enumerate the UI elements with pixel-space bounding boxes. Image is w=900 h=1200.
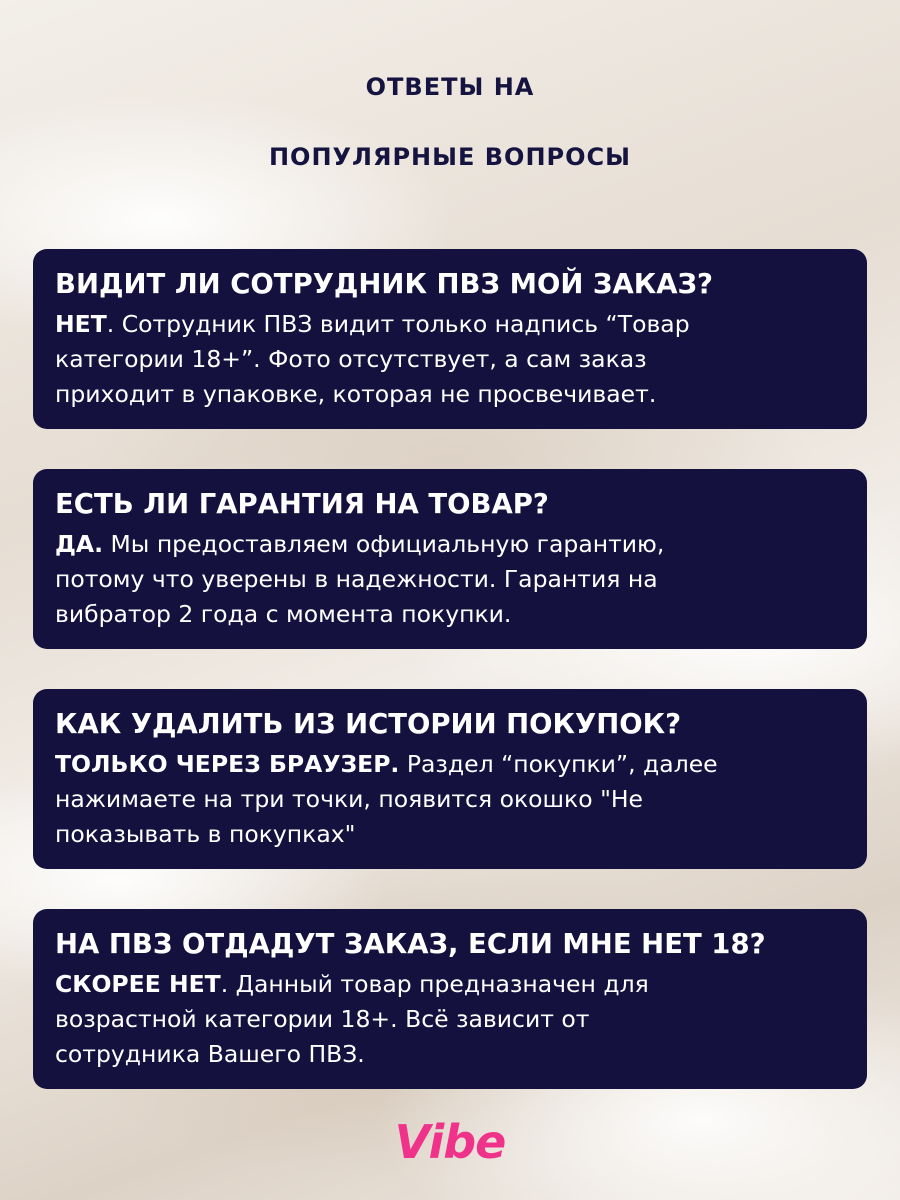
faq-answer-text: категории 18+”. Фото отсутствует, а сам заказ xyxy=(55,345,647,373)
faq-answer-text: вибратор 2 года с момента покупки. xyxy=(55,600,512,628)
faq-answer-text: . Данный товар предназначен для xyxy=(220,970,649,998)
faq-answer-lead: НЕТ xyxy=(55,310,107,338)
faq-answer xyxy=(55,747,845,852)
faq-answer xyxy=(55,527,845,632)
faq-answer-text: Мы предоставляем официальную гарантию, xyxy=(103,530,665,558)
faq-card-pvz-visibility xyxy=(33,249,867,429)
page-title-line-2: ПОПУЛЯРНЫЕ ВОПРОСЫ xyxy=(268,143,632,171)
faq-answer-text: нажимаете на три точки, появится окошко "Не xyxy=(55,785,644,813)
faq-answer-text: потому что уверены в надежности. Гарантия на xyxy=(55,565,658,593)
faq-question: КАК УДАЛИТЬ ИЗ ИСТОРИИ ПОКУПОК? xyxy=(55,708,682,740)
faq-card-purchase-history xyxy=(33,689,867,869)
faq-answer-text: возрастной категории 18+. Всё зависит от xyxy=(55,1005,590,1033)
faq-answer xyxy=(55,307,845,412)
vibe-logo: Vibe xyxy=(394,1115,506,1169)
faq-answer-lead: ДА. xyxy=(55,530,104,558)
faq-answer-lead: СКОРЕЕ НЕТ xyxy=(55,970,221,998)
faq-answer-text: сотрудника Вашего ПВЗ. xyxy=(55,1040,365,1068)
page-title-line-1: ОТВЕТЫ НА xyxy=(365,73,535,101)
faq-question: ЕСТЬ ЛИ ГАРАНТИЯ НА ТОВАР? xyxy=(55,488,549,520)
faq-answer-text: приходит в упаковке, которая не просвечивает. xyxy=(55,380,657,408)
faq-card-warranty xyxy=(33,469,867,649)
faq-answer-text: Раздел “покупки”, далее xyxy=(399,750,718,778)
page-title xyxy=(0,52,900,192)
faq-question: ВИДИТ ЛИ СОТРУДНИК ПВЗ МОЙ ЗАКАЗ? xyxy=(55,268,713,300)
faq-question: НА ПВЗ ОТДАДУТ ЗАКАЗ, ЕСЛИ МНЕ НЕТ 18? xyxy=(55,928,766,960)
faq-answer-text: . Сотрудник ПВЗ видит только надпись “Товар xyxy=(106,310,690,338)
faq-answer-lead: ТОЛЬКО ЧЕРЕЗ БРАУЗЕР. xyxy=(55,750,400,778)
faq-answer-text: показывать в покупках" xyxy=(55,820,356,848)
faq-card-age-restriction xyxy=(33,909,867,1089)
faq-answer xyxy=(55,967,845,1072)
